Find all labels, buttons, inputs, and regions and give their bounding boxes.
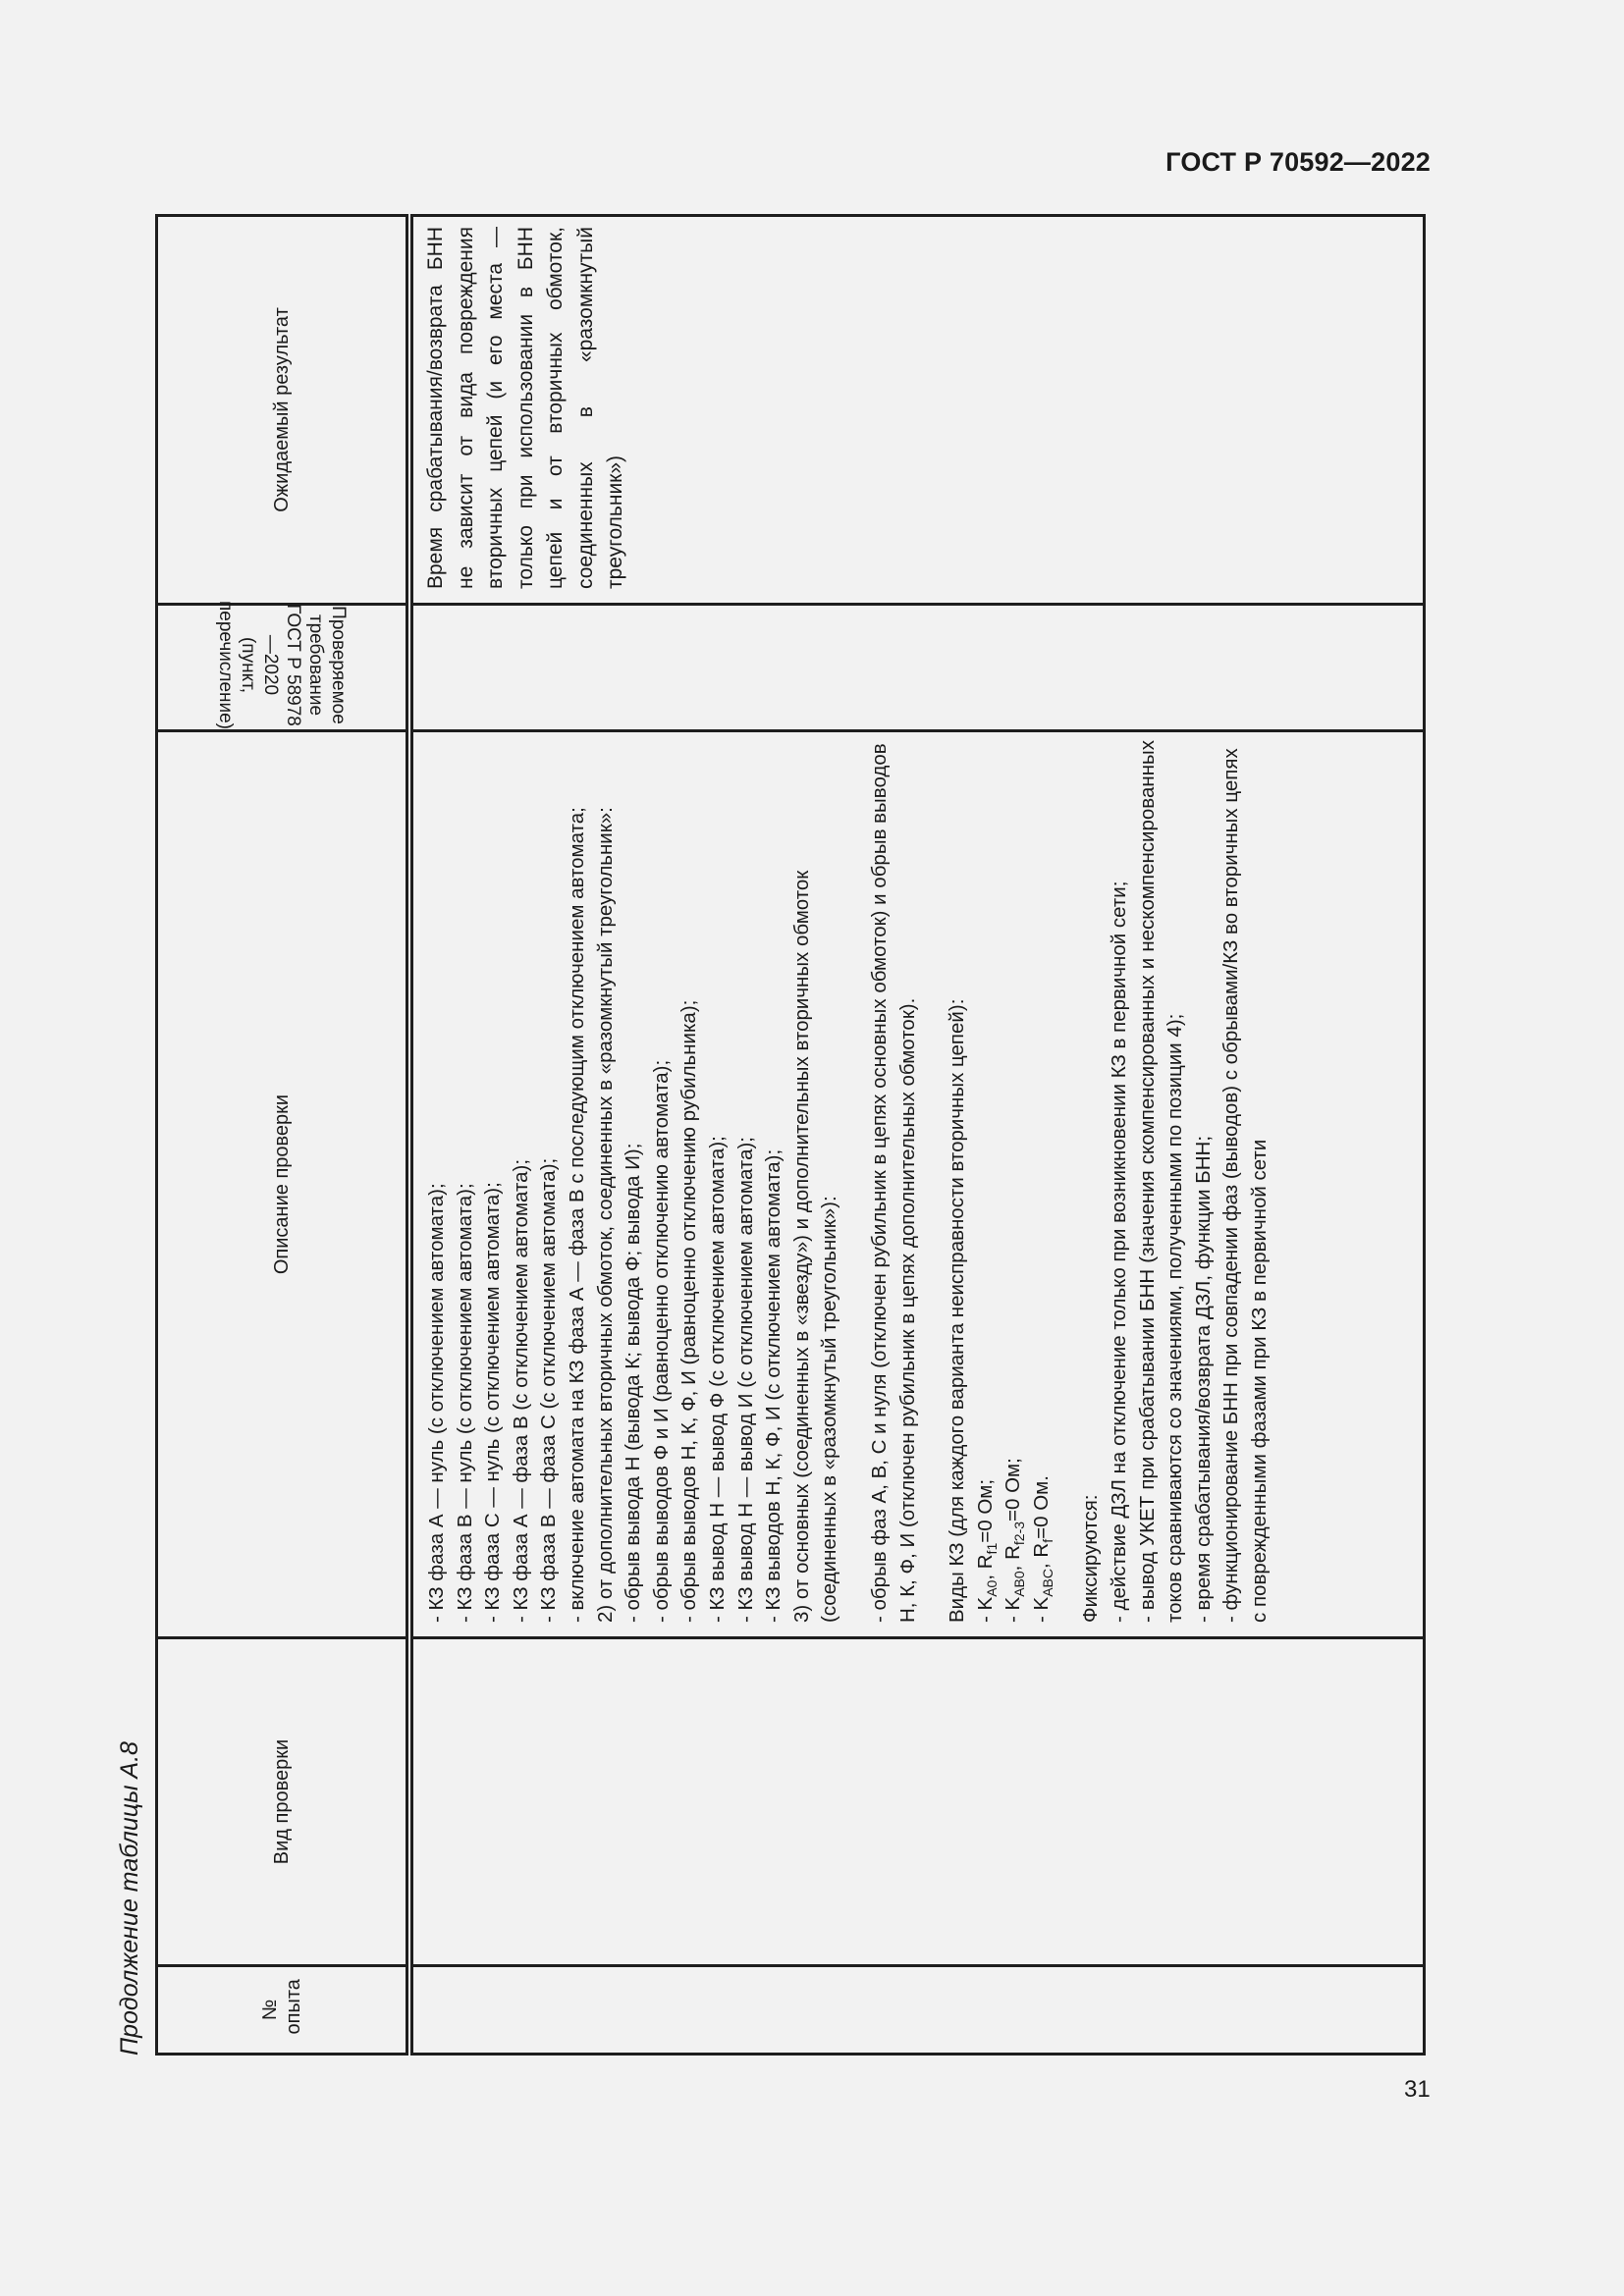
page-number: 31: [1404, 2076, 1431, 2103]
table-caption: Продолжение таблицы А.8: [116, 1741, 143, 2056]
table-frame: [155, 227, 1426, 2056]
cell-kind: [409, 1638, 1425, 1966]
cell-desc: [409, 731, 1425, 1638]
cell-num: [409, 1966, 1425, 2055]
test-table: [155, 214, 1426, 2056]
requirement-header-text: Проверяемое требование ГОСТ Р 58978—2020 (пункт, перечисление): [215, 600, 349, 730]
kz-type-3: - $K_{ABC}$, $R_f=0$ Ом.: [1029, 1475, 1056, 1623]
document-code: ГОСТ Р 70592—2022: [1165, 147, 1431, 177]
kz-type-2: - $K_{AB0}$, $R_{f2-3}=0$ Ом;: [1001, 1458, 1028, 1623]
cell-requirement: [409, 605, 1425, 731]
header-requirement: [157, 600, 410, 731]
header-result: Ожидаемый результат: [157, 216, 410, 605]
kz-type-1: - $K_{A0}$, $R_{f1}=0$ Ом;: [973, 1478, 1000, 1623]
header-kind: Вид проверки: [157, 1638, 410, 1966]
header-desc: Описание проверки: [157, 731, 410, 1638]
cell-result: [409, 216, 1425, 605]
table-row: [409, 216, 1425, 2055]
description-text: - КЗ фаза А — нуль (с отключением автомата); - КЗ фаза В — нуль (с отключением автомата); - КЗ фаза С — нуль (с отключением автомата); - КЗ фаза А — фаза В (с отключением автомата); - КЗ фаза В — фаза С (с отключением автомата); - включение автомата на КЗ фаза А — фаза В с последующим отключением автомата; 2) от дополнительных вторичных обмоток, соединенных в «разомкнутый треугольник»: - обрыв вывода Н (вывода К; вывода Ф; вывода И); - обрыв выводов Ф и И (равноценно отключению автомата); - обрыв выводов Н, К, Ф, И (равноценно отключению рубильника); - КЗ вывод Н — вывод Ф (с отключением автомата); - КЗ вывод Н — вывод И (с отключением автомата); - КЗ выводов Н, К, Ф, И (с отключением автомата); 3) от основных (соединенных в «звезду») и дополнительных вторичных обмоток (соединенных в «разомкнутый треугольник»): - обрыв фаз А, В, С и нуля (отключен рубильник в цепях основных обмоток) и обрыв выводов Н, К, Ф, И (отключен рубильник в цепях дополнительных обмоток). Виды КЗ (для каждого варианта неисправности вторичных цепей): - $K_{A0}$, $R_{f1}=0$ Ом; - $K_{AB0}$, $R_{f2-3}=0$ Ом; - $K_{ABC}$, $R_f=0$ Ом. Фиксируются: - действие ДЗЛ на отключение только при возникновении КЗ в первичной сети; - вывод УКЕТ при срабатывании БНН (значения скомпенсированных и нескомпенсированных токов сравниваются со значениями, полученными по позиции 4); - время срабатывания/возврата ДЗЛ, функции БНН; - функционирование БНН при совпадении фаз (выводов) с обрывами/КЗ во вторичных цепях с поврежденными фазами при КЗ в первичной сети: [425, 740, 1272, 1623]
expected-result-text: Время срабатывания/возврата БНН не зависит от вида повреждения вторичных цепей (и его места — только при использовании в БНН цепей и от вторичных обмоток, соединенных в «разомкнутый треугольник»): [424, 227, 626, 589]
header-num: № опыта: [157, 1966, 410, 2055]
table-header-row: [157, 216, 410, 2055]
